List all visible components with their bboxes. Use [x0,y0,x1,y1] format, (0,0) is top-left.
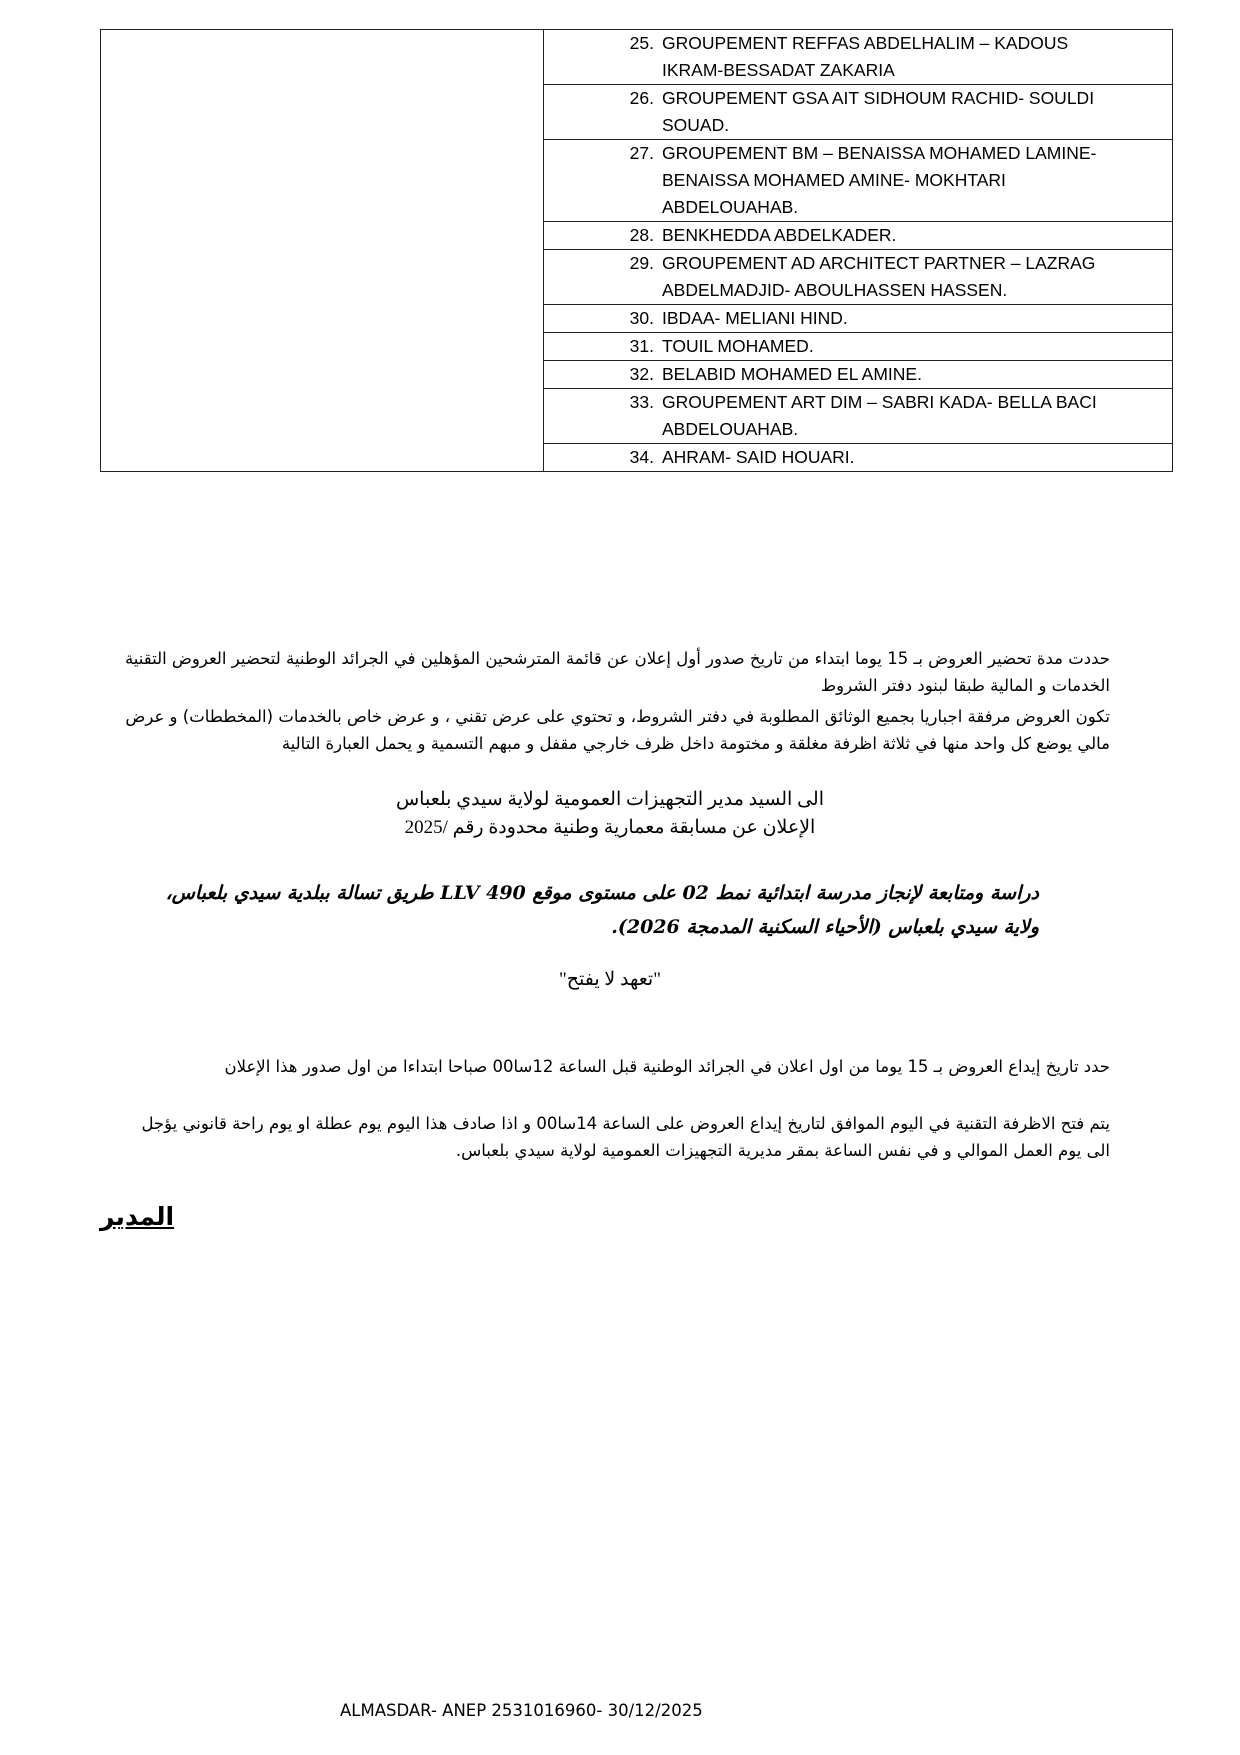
candidate-name-line: ABDELOUAHAB. [662,419,799,439]
signature-title: المدير [100,1202,175,1231]
candidate-cell [544,361,1173,389]
candidate-name-line: GROUPEMENT REFFAS ABDELHALIM – KADOUS [662,33,1069,53]
candidate-number: 25. [629,33,654,53]
candidate-name [662,250,1172,304]
candidate-number: 30. [629,308,654,328]
envelopes-paragraph: تكون العروض مرفقة اجباريا بجميع الوثائق المطلوبة في دفتر الشروط، و تحتوي على عرض تقني ، و عرض خاص بالخدمات (المخططات) و عرض مالي يوضع كل واحد منها في ثلاثة اظرفة مغلقة و مختومة داخل ظرف خارجي مقفل و مبهم التسمية و يحمل العبارة التالية [125,707,1110,753]
candidate-cell [544,444,1173,472]
candidate-name-line: AHRAM- SAID HOUARI. [662,447,855,467]
list-item [544,333,1172,360]
candidate-name [662,85,1172,139]
candidate-cell [544,333,1173,361]
candidate-name [662,361,1172,388]
candidate-number: 34. [629,447,654,467]
project-title: دراسة ومتابعة لإنجاز مدرسة ابتدائية نمط 02 على مستوى موقع 490 LLV طريق تسالة ببلدية سيدي بلعباس، ولاية سيدي بلعباس (الأحياء السكنية المدمجة 2026). [165,882,1039,938]
candidate-cell [544,389,1173,444]
candidate-cell [544,140,1173,222]
candidate-number: 27. [629,143,654,163]
list-item [544,361,1172,388]
candidate-number: 33. [629,392,654,412]
candidate-cell [544,250,1173,305]
list-item [544,85,1172,139]
candidate-cell [544,305,1173,333]
candidate-cell [544,222,1173,250]
candidate-number: 31. [629,336,654,356]
list-item [544,305,1172,332]
candidate-name-line: TOUIL MOHAMED. [662,336,814,356]
candidate-name-line: ABDELMADJID- ABOULHASSEN HASSEN. [662,280,1008,300]
seal-phrase: "تعهد لا يفتح" [559,969,661,990]
address-line-1: الى السيد مدير التجهيزات العمومية لولاية سيدي بلعباس [395,789,824,810]
list-item [544,389,1172,443]
candidate-name-line: BELABID MOHAMED EL AMINE. [662,364,922,384]
candidate-cell [544,85,1173,140]
list-item [544,140,1172,221]
list-item [544,222,1172,249]
candidate-number: 32. [629,364,654,384]
candidate-number: 26. [629,88,654,108]
envelope-address [340,786,880,842]
opening-paragraph: يتم فتح الاظرفة التقنية في اليوم الموافق لتاريخ إيداع العروض على الساعة 14سا00 و اذا صادف هذا اليوم يوم عطلة او يوم راحة قانوني يؤجل الى يوم العمل الموالي و في نفس الساعة بمقر مديرية التجهيزات العمومية لولاية سيدي بلعباس. [141,1114,1110,1160]
candidate-name-line: GROUPEMENT AD ARCHITECT PARTNER – LAZRAG [662,253,1096,273]
table-row [101,30,1173,85]
deposit-date-paragraph: حدد تاريخ إيداع العروض بـ 15 يوما من اول اعلان في الجرائد الوطنية قبل الساعة 12سا00 صباحا ابتداءا من اول صدور هذا الإعلان [224,1057,1110,1076]
list-item [544,250,1172,304]
candidate-name-line: ABDELOUAHAB. [662,197,799,217]
candidate-name [662,444,1172,471]
candidate-name-line: GROUPEMENT GSA AIT SIDHOUM RACHID- SOULDI [662,88,1095,108]
candidate-number: 28. [629,225,654,245]
candidate-name [662,30,1172,84]
candidate-name-line: SOUAD. [662,115,730,135]
candidate-name [662,389,1172,443]
candidate-name-line: IKRAM-BESSADAT ZAKARIA [662,60,895,80]
address-line-2: الإعلان عن مسابقة معمارية وطنية محدودة رقم /2025 [404,817,816,838]
candidate-name [662,222,1172,249]
list-item [544,30,1172,84]
list-item [544,444,1172,471]
preparation-period-paragraph: حددت مدة تحضير العروض بـ 15 يوما ابتداء من تاريخ صدور أول إعلان عن قائمة المترشحين المؤهلين في الجرائد الوطنية لتحضير العروض التقنية الخدمات و المالية طبقا لبنود دفتر الشروط [124,649,1110,695]
candidate-name [662,305,1172,332]
candidate-name-line: BENKHEDDA ABDELKADER. [662,225,897,245]
candidates-table [100,29,1173,472]
candidate-name [662,333,1172,360]
candidate-name-line: BENAISSA MOHAMED AMINE- MOKHTARI [662,170,1006,190]
candidate-number: 29. [629,253,654,273]
candidate-cell [544,30,1173,85]
candidate-name [662,140,1172,221]
candidate-name-line: GROUPEMENT ART DIM – SABRI KADA- BELLA BACI [662,392,1097,412]
candidate-name-line: GROUPEMENT BM – BENAISSA MOHAMED LAMINE- [662,143,1097,163]
empty-left-cell [101,30,544,472]
candidate-name-line: IBDAA- MELIANI HIND. [662,308,848,328]
footer-reference: ALMASDAR- ANEP 2531016960- 30/12/2025 [340,1701,703,1720]
